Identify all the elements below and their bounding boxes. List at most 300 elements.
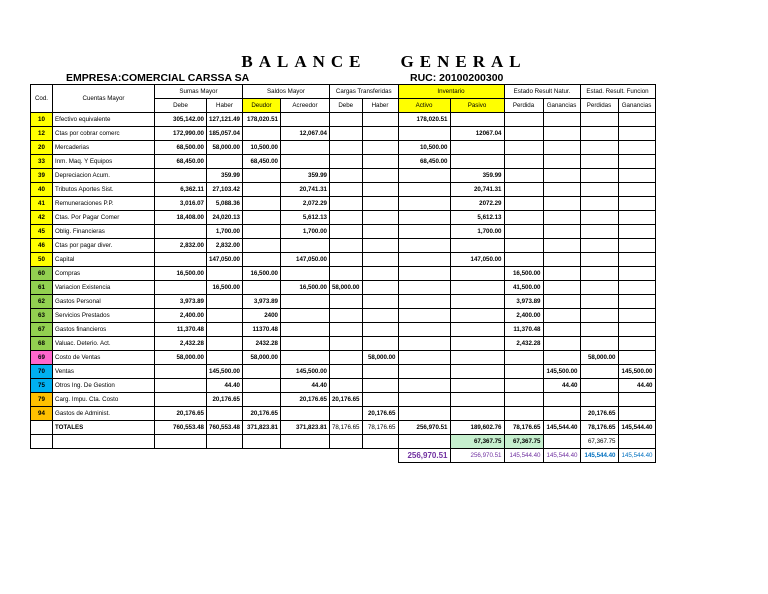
value-cell: 58,000.00 xyxy=(362,351,398,365)
table-row xyxy=(31,379,656,393)
value-cell: 2072.29 xyxy=(450,197,504,211)
value-cell: 2,432.28 xyxy=(504,337,543,351)
value-cell: 6,362.11 xyxy=(155,183,207,197)
value-cell xyxy=(242,211,280,225)
table-row xyxy=(31,365,656,379)
value-cell: 2,832.00 xyxy=(207,239,243,253)
value-cell xyxy=(618,155,655,169)
value-cell xyxy=(618,407,655,421)
value-cell xyxy=(155,379,207,393)
value-cell: 16,500.00 xyxy=(155,267,207,281)
value-cell xyxy=(543,253,580,267)
value-cell: 5,088.36 xyxy=(207,197,243,211)
value-cell xyxy=(362,365,398,379)
value-cell xyxy=(329,211,362,225)
value-cell: 2432.28 xyxy=(242,337,280,351)
table-row xyxy=(31,309,656,323)
value-cell xyxy=(543,155,580,169)
account-name: Tributos Aportes Sist. xyxy=(53,183,155,197)
value-cell xyxy=(207,309,243,323)
value-cell xyxy=(242,281,280,295)
value-cell xyxy=(329,337,362,351)
value-cell xyxy=(207,155,243,169)
value-cell xyxy=(362,211,398,225)
value-cell: 2400 xyxy=(242,309,280,323)
value-cell xyxy=(504,141,543,155)
value-cell xyxy=(504,113,543,127)
account-name: Variacion Existencia xyxy=(53,281,155,295)
value-cell: 20,176.65 xyxy=(242,407,280,421)
header-cargas: Cargas Transferidas xyxy=(329,85,398,99)
table-row xyxy=(31,169,656,183)
value-cell: 3,973.89 xyxy=(242,295,280,309)
account-code: 46 xyxy=(31,239,53,253)
value-cell xyxy=(504,379,543,393)
table-row xyxy=(31,337,656,351)
value-cell xyxy=(398,225,450,239)
value-cell xyxy=(329,239,362,253)
value-cell xyxy=(580,197,618,211)
value-cell xyxy=(618,281,655,295)
value-cell: 5,612.13 xyxy=(280,211,329,225)
value-cell xyxy=(580,267,618,281)
value-cell xyxy=(280,309,329,323)
value-cell xyxy=(362,281,398,295)
value-cell: 44.40 xyxy=(618,379,655,393)
value-cell: 68,450.00 xyxy=(242,155,280,169)
balance-table xyxy=(30,84,656,463)
value-cell xyxy=(504,211,543,225)
value-cell xyxy=(155,253,207,267)
value-cell: 11,370.48 xyxy=(504,323,543,337)
company-ruc: RUC: 20100200300 xyxy=(410,72,504,84)
value-cell xyxy=(543,295,580,309)
value-cell xyxy=(362,267,398,281)
value-cell xyxy=(543,197,580,211)
account-code: 42 xyxy=(31,211,53,225)
value-cell xyxy=(398,323,450,337)
total-cell: 78,176.65 xyxy=(504,421,543,435)
account-name: Gastos Personal xyxy=(53,295,155,309)
value-cell xyxy=(618,323,655,337)
account-name: Ventas xyxy=(53,365,155,379)
value-cell xyxy=(618,393,655,407)
value-cell xyxy=(280,267,329,281)
value-cell xyxy=(155,365,207,379)
value-cell xyxy=(543,225,580,239)
value-cell: 58,000.00 xyxy=(155,351,207,365)
value-cell: 1,700.00 xyxy=(280,225,329,239)
value-cell: 20,176.65 xyxy=(280,393,329,407)
value-cell xyxy=(329,197,362,211)
value-cell: 20,176.65 xyxy=(329,393,362,407)
value-cell xyxy=(398,407,450,421)
value-cell xyxy=(450,281,504,295)
value-cell xyxy=(618,239,655,253)
account-code: 41 xyxy=(31,197,53,211)
value-cell xyxy=(207,337,243,351)
value-cell xyxy=(329,141,362,155)
value-cell xyxy=(543,393,580,407)
header-saldos: Saldos Mayor xyxy=(242,85,329,99)
subheader-ganancias: Ganancias xyxy=(543,99,580,113)
total-cell: 78,176.65 xyxy=(580,421,618,435)
value-cell: 20,176.65 xyxy=(580,407,618,421)
account-code: 20 xyxy=(31,141,53,155)
value-cell xyxy=(362,113,398,127)
table-row xyxy=(31,183,656,197)
subheader-activo: Activo xyxy=(398,99,450,113)
value-cell: 68,500.00 xyxy=(155,141,207,155)
value-cell xyxy=(580,281,618,295)
table-row xyxy=(31,393,656,407)
value-cell xyxy=(362,197,398,211)
account-code: 10 xyxy=(31,113,53,127)
value-cell: 145,500.00 xyxy=(280,365,329,379)
value-cell xyxy=(618,113,655,127)
value-cell xyxy=(329,253,362,267)
value-cell xyxy=(580,295,618,309)
table-row xyxy=(31,211,656,225)
subheader-acreedor: Acreedor xyxy=(280,99,329,113)
value-cell xyxy=(580,169,618,183)
value-cell xyxy=(242,127,280,141)
value-cell: 16,500.00 xyxy=(280,281,329,295)
value-cell xyxy=(329,351,362,365)
value-cell: 20,176.65 xyxy=(155,407,207,421)
value-cell xyxy=(329,155,362,169)
final-ganancias-2: 145,544.40 xyxy=(618,449,655,463)
total-cell: 371,823.81 xyxy=(242,421,280,435)
table-row xyxy=(31,197,656,211)
value-cell: 145,500.00 xyxy=(618,365,655,379)
value-cell xyxy=(450,113,504,127)
value-cell xyxy=(450,141,504,155)
value-cell: 10,500.00 xyxy=(242,141,280,155)
value-cell xyxy=(207,351,243,365)
value-cell xyxy=(207,407,243,421)
account-code: 12 xyxy=(31,127,53,141)
value-cell xyxy=(504,197,543,211)
account-name: Inm. Maq. Y Equipos xyxy=(53,155,155,169)
value-cell: 16,500.00 xyxy=(242,267,280,281)
value-cell: 172,990.00 xyxy=(155,127,207,141)
value-cell xyxy=(618,267,655,281)
final-perdida: 145,544.40 xyxy=(504,449,543,463)
value-cell xyxy=(280,407,329,421)
account-name: Ctas. Por Pagar Comer xyxy=(53,211,155,225)
value-cell xyxy=(618,337,655,351)
subheader-debe: Debe xyxy=(329,99,362,113)
value-cell xyxy=(398,211,450,225)
value-cell: 20,176.65 xyxy=(207,393,243,407)
value-cell xyxy=(618,225,655,239)
value-cell xyxy=(543,239,580,253)
value-cell xyxy=(362,393,398,407)
value-cell xyxy=(504,365,543,379)
value-cell xyxy=(580,239,618,253)
result-perdida: 67,367.75 xyxy=(504,435,543,449)
value-cell xyxy=(155,281,207,295)
value-cell xyxy=(362,225,398,239)
value-cell xyxy=(618,183,655,197)
subheader-deudor: Deudor xyxy=(242,99,280,113)
value-cell: 145,500.00 xyxy=(543,365,580,379)
value-cell: 16,500.00 xyxy=(504,267,543,281)
subheader-haber: Haber xyxy=(362,99,398,113)
value-cell xyxy=(543,127,580,141)
total-cell: 371,823.81 xyxy=(280,421,329,435)
value-cell: 2,432.28 xyxy=(155,337,207,351)
value-cell xyxy=(618,127,655,141)
value-cell xyxy=(280,155,329,169)
value-cell xyxy=(543,323,580,337)
total-cell: 145,544.40 xyxy=(618,421,655,435)
value-cell: 68,450.00 xyxy=(398,155,450,169)
account-code: 75 xyxy=(31,379,53,393)
account-name: Gastos financieros xyxy=(53,323,155,337)
header-cod: Cod. xyxy=(31,85,53,113)
value-cell xyxy=(504,393,543,407)
total-cell: 189,602.76 xyxy=(450,421,504,435)
value-cell: 127,121.49 xyxy=(207,113,243,127)
final-activo: 256,970.51 xyxy=(398,449,450,463)
total-cell: 145,544.40 xyxy=(543,421,580,435)
value-cell xyxy=(543,267,580,281)
value-cell xyxy=(543,183,580,197)
value-cell xyxy=(450,155,504,169)
value-cell xyxy=(450,407,504,421)
value-cell xyxy=(450,295,504,309)
account-code: 69 xyxy=(31,351,53,365)
account-name: Remuneraciones P.P. xyxy=(53,197,155,211)
value-cell xyxy=(155,393,207,407)
value-cell xyxy=(329,183,362,197)
account-name: Efectivo equivalente xyxy=(53,113,155,127)
value-cell xyxy=(362,253,398,267)
account-name: Ctas por cobrar comerc xyxy=(53,127,155,141)
account-name: Mercaderias xyxy=(53,141,155,155)
subheader-perdida: Perdida xyxy=(504,99,543,113)
value-cell xyxy=(398,281,450,295)
value-cell: 68,450.00 xyxy=(155,155,207,169)
value-cell: 147,050.00 xyxy=(280,253,329,267)
value-cell xyxy=(580,155,618,169)
value-cell xyxy=(329,267,362,281)
value-cell: 3,973.89 xyxy=(155,295,207,309)
value-cell: 3,016.07 xyxy=(155,197,207,211)
value-cell xyxy=(580,113,618,127)
account-name: Gastos de Administ. xyxy=(53,407,155,421)
value-cell xyxy=(398,169,450,183)
value-cell: 2,072.29 xyxy=(280,197,329,211)
value-cell: 305,142.00 xyxy=(155,113,207,127)
value-cell xyxy=(580,393,618,407)
value-cell xyxy=(504,407,543,421)
value-cell xyxy=(329,407,362,421)
value-cell xyxy=(580,323,618,337)
value-cell xyxy=(280,337,329,351)
value-cell xyxy=(543,351,580,365)
value-cell: 359.99 xyxy=(450,169,504,183)
value-cell: 58,000.00 xyxy=(580,351,618,365)
value-cell xyxy=(362,127,398,141)
total-cell: 78,176.65 xyxy=(329,421,362,435)
value-cell xyxy=(242,253,280,267)
value-cell xyxy=(504,183,543,197)
value-cell xyxy=(543,309,580,323)
value-cell xyxy=(580,225,618,239)
value-cell xyxy=(280,141,329,155)
total-cell: 256,970.51 xyxy=(398,421,450,435)
header-natur: Estado Result Natur. xyxy=(504,85,580,99)
table-row xyxy=(31,253,656,267)
value-cell xyxy=(398,351,450,365)
value-cell: 11,370.48 xyxy=(155,323,207,337)
table-row xyxy=(31,113,656,127)
value-cell xyxy=(280,113,329,127)
total-cell: 760,553.48 xyxy=(155,421,207,435)
value-cell xyxy=(450,309,504,323)
value-cell xyxy=(329,379,362,393)
value-cell: 11370.48 xyxy=(242,323,280,337)
value-cell xyxy=(580,365,618,379)
value-cell xyxy=(450,239,504,253)
value-cell xyxy=(398,183,450,197)
value-cell xyxy=(398,253,450,267)
value-cell: 185,057.04 xyxy=(207,127,243,141)
value-cell xyxy=(242,239,280,253)
table-row xyxy=(31,351,656,365)
value-cell xyxy=(398,295,450,309)
company-name: EMPRESA:COMERCIAL CARSSA SA xyxy=(66,72,250,84)
value-cell xyxy=(504,239,543,253)
value-cell xyxy=(543,337,580,351)
value-cell: 27,103.42 xyxy=(207,183,243,197)
value-cell: 18,408.00 xyxy=(155,211,207,225)
value-cell: 147,050.00 xyxy=(450,253,504,267)
value-cell xyxy=(398,393,450,407)
value-cell: 58,000.00 xyxy=(242,351,280,365)
value-cell xyxy=(543,113,580,127)
table-row xyxy=(31,239,656,253)
totales-code xyxy=(31,421,53,435)
account-code: 79 xyxy=(31,393,53,407)
value-cell: 41,500.00 xyxy=(504,281,543,295)
value-cell xyxy=(242,169,280,183)
value-cell xyxy=(398,379,450,393)
value-cell xyxy=(618,211,655,225)
value-cell xyxy=(362,337,398,351)
final-pasivo: 256,970.51 xyxy=(450,449,504,463)
value-cell: 44.40 xyxy=(543,379,580,393)
value-cell: 10,500.00 xyxy=(398,141,450,155)
table-row xyxy=(31,155,656,169)
account-code: 60 xyxy=(31,267,53,281)
report-title xyxy=(0,52,768,72)
account-name: Servicios Prestados xyxy=(53,309,155,323)
subheader-ganancias: Ganancias xyxy=(618,99,655,113)
result-pasivo: 67,367.75 xyxy=(450,435,504,449)
value-cell: 16,500.00 xyxy=(207,281,243,295)
final-perdidas: 145,544.40 xyxy=(580,449,618,463)
table-row xyxy=(31,141,656,155)
value-cell: 5,612.13 xyxy=(450,211,504,225)
value-cell xyxy=(207,295,243,309)
value-cell xyxy=(207,323,243,337)
value-cell xyxy=(580,183,618,197)
value-cell xyxy=(242,393,280,407)
value-cell xyxy=(280,351,329,365)
subheader-perdidas: Perdidas xyxy=(580,99,618,113)
table-row xyxy=(31,281,656,295)
value-cell: 147,050.00 xyxy=(207,253,243,267)
value-cell xyxy=(504,127,543,141)
value-cell: 20,176.65 xyxy=(362,407,398,421)
value-cell xyxy=(398,239,450,253)
value-cell xyxy=(280,295,329,309)
value-cell: 24,020.13 xyxy=(207,211,243,225)
value-cell xyxy=(543,407,580,421)
value-cell xyxy=(329,323,362,337)
value-cell xyxy=(329,365,362,379)
value-cell xyxy=(362,239,398,253)
account-code: 40 xyxy=(31,183,53,197)
subheader-pasivo: Pasivo xyxy=(450,99,504,113)
subheader-haber: Haber xyxy=(207,99,243,113)
value-cell xyxy=(362,309,398,323)
value-cell xyxy=(362,295,398,309)
value-cell xyxy=(618,141,655,155)
value-cell xyxy=(504,253,543,267)
value-cell xyxy=(329,113,362,127)
value-cell xyxy=(450,379,504,393)
account-code: 45 xyxy=(31,225,53,239)
value-cell xyxy=(618,295,655,309)
account-code: 67 xyxy=(31,323,53,337)
title-word-balance: BALANCE xyxy=(241,52,367,71)
table-row xyxy=(31,225,656,239)
value-cell: 3,973.89 xyxy=(504,295,543,309)
table-row xyxy=(31,127,656,141)
account-code: 70 xyxy=(31,365,53,379)
value-cell xyxy=(362,169,398,183)
value-cell xyxy=(329,127,362,141)
value-cell: 12,067.04 xyxy=(280,127,329,141)
value-cell xyxy=(242,197,280,211)
value-cell xyxy=(450,351,504,365)
value-cell xyxy=(398,267,450,281)
value-cell xyxy=(155,225,207,239)
value-cell: 44.40 xyxy=(207,379,243,393)
totales-label: TOTALES xyxy=(53,421,155,435)
account-code: 39 xyxy=(31,169,53,183)
value-cell: 359.99 xyxy=(280,169,329,183)
value-cell xyxy=(242,183,280,197)
value-cell xyxy=(398,197,450,211)
value-cell xyxy=(242,225,280,239)
account-code: 62 xyxy=(31,295,53,309)
value-cell xyxy=(280,323,329,337)
value-cell xyxy=(362,155,398,169)
value-cell: 12067.04 xyxy=(450,127,504,141)
value-cell xyxy=(450,365,504,379)
value-cell xyxy=(543,211,580,225)
account-name: Otros Ing. De Gestion xyxy=(53,379,155,393)
value-cell xyxy=(504,351,543,365)
value-cell xyxy=(618,253,655,267)
value-cell: 58,000.00 xyxy=(329,281,362,295)
